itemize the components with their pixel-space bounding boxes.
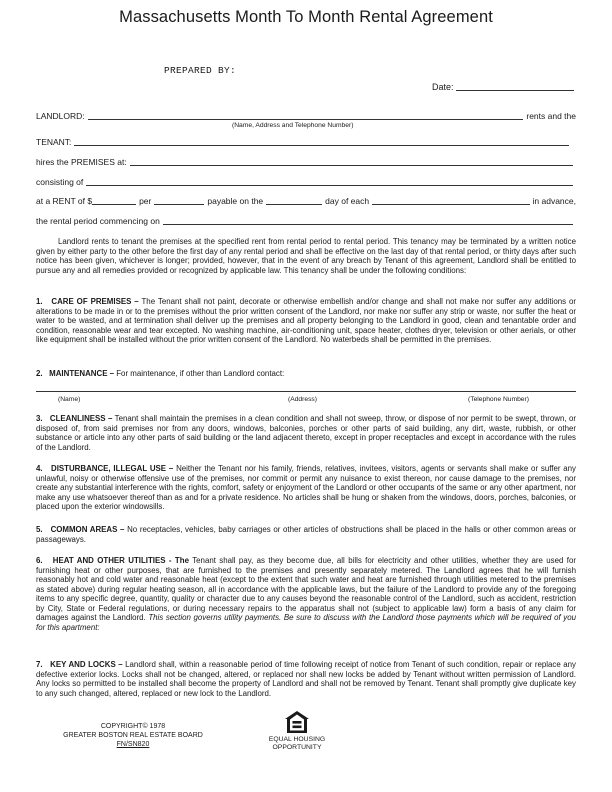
- premises-line: [36, 157, 576, 167]
- document-title: Massachusetts Month To Month Rental Agreement: [119, 8, 493, 26]
- intro-paragraph: [36, 237, 576, 275]
- rent-amount-blank[interactable]: [92, 196, 136, 205]
- section-1-body: The Tenant shall not paint, decorate or otherwise embellish and/or change and shall not make nor suffer any additions or alterations to be made in or to the premises without the prior written consent of the Landlord, nor make nor suffer any strip or waste, nor suffer the heat or water to be wasted, and at termination shall deliver up the premises and all property belonging to the Landlord in good, clean and tenantable order and condition, reasonable wear and tear excepted. No washing machine, air-conditioning unit, space heater, clothes dryer, television or other aerials, or other like equipment shall be installed without the prior written consent of the Landlord. No waterbeds shall be permitted in the premises.: [36, 297, 576, 344]
- rent-line: [36, 196, 576, 206]
- landlord-label: LANDLORD:: [36, 111, 85, 121]
- section-heat-utilities: [36, 556, 576, 632]
- section-3-heading: 3. CLEANLINESS –: [36, 414, 113, 423]
- rent-period-blank[interactable]: [154, 196, 204, 205]
- section-key-and-locks: [36, 660, 576, 698]
- section-6-body: Tenant shall pay, as they become due, all bills for electricity and other utilities, whether they are used for furnishing heat or other purposes, that are furnished to the premises and presently separately metered. The Landlord agrees that he will furnish reasonably hot and cold water and reasonable heat (except to the extent that such water and heat are furnished through utilities metered to the premises as stated above) during regular heating season, all in accordance with the applicable laws, but the failure of the Landlord to provide any of the foregoing items to any specific degree, quantity, quality or character due to any causes beyond the reasonable control of the Landlord, such as accident, restriction by City, State or Federal regulations, or during necessary repairs to the apparatus shall not (subject to applicable law) form a basis of any claim for damages against the Landlord.: [36, 556, 576, 622]
- section-4-body: Neither the Tenant nor his family, friends, relatives, invitees, visitors, agents or servants shall make or suffer any unlawful, noisy or otherwise offensive use of the premises, nor commit or permit any nuisance to exist thereon, nor cause damage to the premises, nor create any substantial interference with the rights, comfort, safety or enjoyment of the Landlord or other occupants of the same or any other apartment, nor make any use whatsoever thereof than as and for a private residence. No articles shall be hung or shaken from the windows, doors, porches, balconies, or placed upon the exterior windowsills.: [36, 464, 577, 511]
- landlord-suffix: rents and the: [526, 111, 576, 121]
- maintenance-name-label: (Name): [58, 396, 81, 403]
- copyright-line: COPYRIGHT© 1978: [100, 723, 166, 730]
- date-blank[interactable]: [456, 81, 574, 91]
- section-common-areas: [36, 525, 576, 544]
- section-3-body: Tenant shall maintain the premises in a clean condition and shall not sweep, throw, or dispose of nor permit to be swept, thrown, or disposed of, from said premises nor from any doors, windows, balconies, porches or other parts of said building, any dirt, waste, rubbish, or other substance or article into any other parts of said building or the land adjacent thereto, except in proper receptacles and except in accordance with the rules of the Landlord.: [36, 414, 576, 452]
- prepared-by-label: PREPARED BY:: [164, 65, 237, 76]
- maintenance-address-label: (Address): [288, 396, 317, 403]
- landlord-sub-label: (Name, Address and Telephone Number): [232, 122, 354, 129]
- rent-day-label: day of each: [325, 196, 370, 206]
- section-7-heading: 7. KEY AND LOCKS –: [36, 660, 123, 669]
- consisting-label: consisting of: [36, 177, 84, 187]
- rent-each-blank[interactable]: [372, 196, 529, 205]
- section-6-heading: 6. HEAT AND OTHER UTILITIES - The: [36, 556, 189, 565]
- rent-payable-label: payable on the: [207, 196, 264, 206]
- form-code: FN/SN820: [116, 741, 150, 748]
- section-5-heading: 5. COMMON AREAS –: [36, 525, 125, 534]
- commencing-line: [36, 216, 576, 226]
- maintenance-contact-blank[interactable]: [36, 391, 576, 392]
- intro-text: Landlord rents to tenant the premises at the specified rent from rental period to rental period. This tenancy may be terminated by a written notice given by either party to the other before the first day of any rental period and shall be effective on the last day of that rental period, or thirty days after such notice has been given, whichever is longer; provided, however, that in the event of any breach by Tenant of this agreement, Landlord shall be entitled to pursue any and all remedies provided or recognized by applicable law. This tenancy shall be under the following conditions:: [36, 237, 576, 275]
- consisting-blank[interactable]: [86, 177, 573, 186]
- maintenance-phone-label: (Telephone Number): [468, 396, 529, 403]
- section-maintenance: [36, 369, 576, 379]
- tenant-blank[interactable]: [74, 137, 569, 146]
- premises-label: hires the PREMISES at:: [36, 157, 127, 167]
- equal-housing-logo: [262, 710, 332, 752]
- section-7-body: Landlord shall, within a reasonable period of time following receipt of notice from Tenant of such condition, repair or replace any defective exterior locks. Locks shall not be changed, altered, or replaced nor shall new locks be added by Tenant without written permission of Landlord. Any locks so permitted to be installed shall become the property of Landlord and shall not be removed by Tenant. Tenant shall promptly give duplicate key to any such changed, altered, replaced or new lock to the Landlord.: [36, 660, 576, 698]
- rent-per-label: per: [139, 196, 152, 206]
- section-disturbance: [36, 464, 576, 512]
- copyright-block: [50, 722, 216, 749]
- section-6-italic-note: This section governs utility payments. Be sure to discuss with the Landlord those payments which will be required of you for this apartment:: [36, 613, 577, 632]
- section-4-heading: 4. DISTURBANCE, ILLEGAL USE –: [36, 464, 174, 473]
- rent-day-blank[interactable]: [266, 196, 322, 205]
- equal-housing-icon: [284, 710, 310, 734]
- commencing-label: the rental period commencing on: [36, 216, 160, 226]
- section-cleanliness: [36, 414, 576, 452]
- section-2-body: For maintenance, if other than Landlord contact:: [114, 369, 285, 378]
- tenant-label: TENANT:: [36, 137, 72, 147]
- section-1-heading: 1. CARE OF PREMISES –: [36, 297, 139, 306]
- landlord-line: [36, 111, 576, 121]
- section-5-body: No receptacles, vehicles, baby carriages or other articles of obstructions shall be placed in the halls or other common areas or passageways.: [36, 525, 577, 544]
- rent-advance-label: in advance,: [532, 196, 576, 206]
- landlord-blank[interactable]: [88, 111, 524, 120]
- eho-line-1: EQUAL HOUSING: [268, 736, 326, 743]
- section-care-of-premises: [36, 297, 576, 345]
- rent-at-label: at a RENT of $: [36, 196, 93, 206]
- date-label: Date:: [432, 82, 454, 92]
- date-field: [432, 81, 574, 92]
- board-line: GREATER BOSTON REAL ESTATE BOARD: [63, 732, 203, 739]
- section-2-heading: 2. MAINTENANCE –: [36, 369, 115, 378]
- tenant-line: [36, 137, 572, 147]
- premises-blank[interactable]: [130, 157, 573, 166]
- eho-line-2: OPPORTUNITY: [272, 744, 322, 751]
- commencing-blank[interactable]: [163, 216, 573, 225]
- consisting-line: [36, 177, 576, 187]
